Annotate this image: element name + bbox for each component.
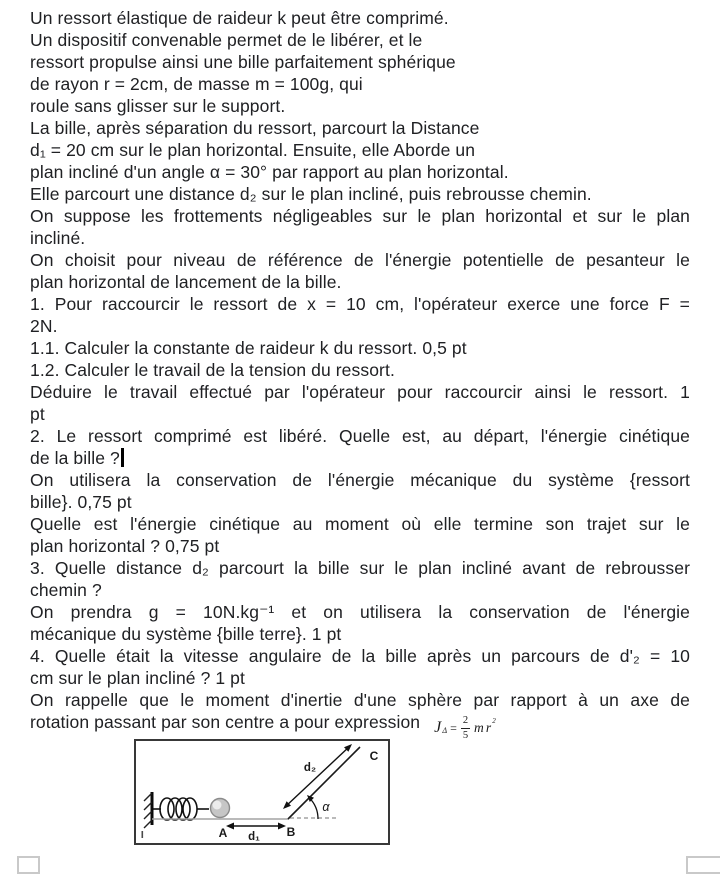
inertia-formula [434,715,496,740]
object-placeholder[interactable] [686,856,720,874]
formula-fraction [461,715,470,740]
text-line[interactable]: La bille, après séparation du ressort, parcourt la Distance [30,118,480,138]
text-line[interactable]: On utilisera la conservation de l'énergie mécanique du système {ressort [30,470,690,490]
text-line[interactable]: chemin ? [30,580,102,600]
text-line[interactable]: 1. Pour raccourcir le ressort de x = 10 cm, l'opérateur exerce une force F = [30,294,690,314]
text-line[interactable]: de rayon r = 2cm, de masse m = 100g, qui [30,74,363,94]
text-line: rotation passant par son centre a pour expression [30,712,421,732]
point-a-label: A [218,826,228,840]
formula-radius: r [485,720,492,735]
text-line[interactable]: 1.2. Calculer le travail de la tension du ressort. [30,360,395,380]
text-line: de la bille ? [30,448,120,468]
d2-label: d₂ [303,762,317,774]
text-line[interactable]: 2. Le ressort comprimé est libéré. Quelle est, au départ, l'énergie cinétique [30,426,690,446]
text-line[interactable]: d₁ = 20 cm sur le plan horizontal. Ensuite, elle Aborde un [30,140,476,160]
object-placeholder[interactable] [17,856,40,874]
text-line[interactable]: Déduire le travail effectué par l'opérateur pour raccourcir ainsi le ressort. 1 [30,382,690,402]
formula-mass: m [474,720,484,735]
text-line[interactable]: Un dispositif convenable permet de le libérer, et le [30,30,423,50]
text-line[interactable]: ressort propulse ainsi une bille parfaitement sphérique [30,52,456,72]
caption-tick [142,831,144,838]
text-line-with-caret[interactable] [30,447,690,469]
formula-exponent: 2 [492,717,496,725]
text-line[interactable]: bille}. 0,75 pt [30,492,132,512]
text-line-with-formula[interactable] [30,711,690,741]
text-line[interactable]: Elle parcourt une distance d₂ sur le plan incliné, puis rebrousse chemin. [30,184,592,204]
text-line[interactable]: cm sur le plan incliné ? 1 pt [30,668,245,688]
text-line[interactable]: 3. Quelle distance d₂ parcourt la bille sur le plan incliné avant de rebrousser [30,558,690,578]
spring-incline-diagram[interactable] [134,739,390,845]
text-line[interactable]: plan incliné d'un angle α = 30° par rapport au plan horizontal. [30,162,509,182]
fraction-bar [461,728,470,729]
text-line[interactable]: incliné. [30,228,86,248]
text-line[interactable]: On choisit pour niveau de référence de l'énergie potentielle de pesanteur le [30,250,690,270]
text-line[interactable]: 4. Quelle était la vitesse angulaire de la bille après un parcours de d'₂ = 10 [30,646,690,666]
text-line[interactable]: On rappelle que le moment d'inertie d'une sphère par rapport à un axe de [30,690,690,710]
formula-equals: = [450,721,458,735]
text-line[interactable]: pt [30,404,45,424]
text-line[interactable]: Quelle est l'énergie cinétique au moment où elle termine son trajet sur le [30,514,690,534]
text-line[interactable]: On prendra g = 10N.kg⁻¹ et on utilisera la conservation de l'énergie [30,602,690,622]
formula-numerator: 2 [462,715,469,727]
ball [211,799,230,818]
text-line[interactable]: plan horizontal de lancement de la bille. [30,272,342,292]
point-b-label: B [286,825,296,839]
text-line[interactable]: plan horizontal ? 0,75 pt [30,536,220,556]
formula-J: J [434,719,442,736]
text-line[interactable]: Un ressort élastique de raideur k peut être comprimé. [30,8,449,28]
alpha-label: α [322,800,330,814]
text-line[interactable]: mécanique du système {bille terre}. 1 pt [30,624,342,644]
point-c-label: C [369,749,379,763]
text-line[interactable]: 1.1. Calculer la constante de raideur k du ressort. 0,5 pt [30,338,467,358]
formula-denominator: 5 [462,729,469,741]
diagram-canvas [134,739,390,845]
text-line[interactable]: 2N. [30,316,58,336]
formula-delta-subscript: Δ [442,725,448,735]
document-editor[interactable] [30,7,690,741]
text-line[interactable]: roule sans glisser sur le support. [30,96,286,116]
text-cursor [121,448,124,467]
text-line[interactable]: On suppose les frottements négligeables sur le plan horizontal et sur le plan [30,206,690,226]
d1-label: d₁ [248,831,260,843]
